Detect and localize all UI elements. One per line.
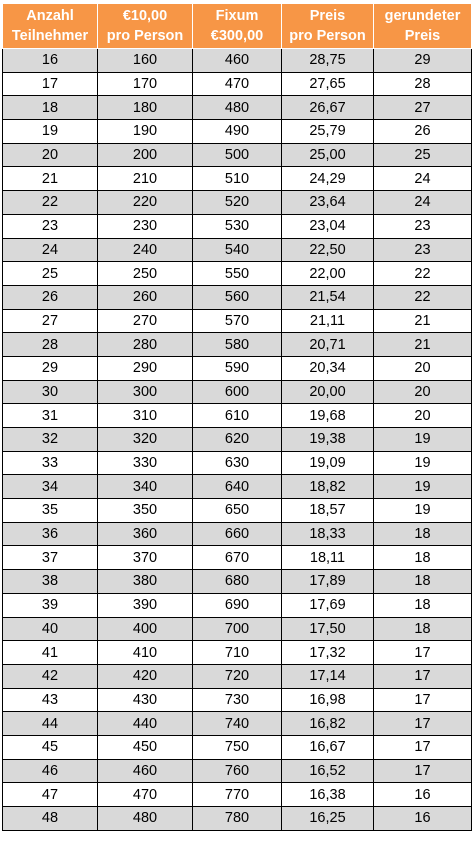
cell-fixed-fee: 460	[193, 49, 282, 73]
table-row	[3, 380, 472, 404]
cell-per-person-cost: 350	[98, 499, 193, 523]
cell-rounded-price: 18	[374, 522, 472, 546]
header-fixed-fee-line-2: €300,00	[210, 28, 264, 44]
cell-rounded-price: 16	[374, 807, 472, 831]
cell-rounded-price: 17	[374, 759, 472, 783]
table-row	[3, 214, 472, 238]
cell-fixed-fee: 520	[193, 191, 282, 215]
cell-fixed-fee: 710	[193, 641, 282, 665]
cell-price-per-person: 24,29	[282, 167, 374, 191]
header-per-person-cost	[98, 4, 193, 49]
cell-participants: 26	[3, 285, 98, 309]
cell-price-per-person: 17,14	[282, 664, 374, 688]
cell-fixed-fee: 550	[193, 262, 282, 286]
cell-participants: 32	[3, 428, 98, 452]
cell-price-per-person: 18,33	[282, 522, 374, 546]
cell-participants: 46	[3, 759, 98, 783]
cell-rounded-price: 20	[374, 404, 472, 428]
table-row	[3, 783, 472, 807]
table-row	[3, 451, 472, 475]
cell-participants: 22	[3, 191, 98, 215]
cell-price-per-person: 21,54	[282, 285, 374, 309]
cell-rounded-price: 17	[374, 641, 472, 665]
table-row	[3, 617, 472, 641]
cell-price-per-person: 19,38	[282, 428, 374, 452]
table-row	[3, 309, 472, 333]
cell-per-person-cost: 160	[98, 49, 193, 73]
cell-fixed-fee: 720	[193, 664, 282, 688]
cell-rounded-price: 20	[374, 356, 472, 380]
cell-rounded-price: 29	[374, 49, 472, 73]
table-row	[3, 285, 472, 309]
cell-per-person-cost: 260	[98, 285, 193, 309]
cell-rounded-price: 25	[374, 143, 472, 167]
cell-price-per-person: 20,34	[282, 356, 374, 380]
cell-rounded-price: 20	[374, 380, 472, 404]
cell-participants: 18	[3, 96, 98, 120]
cell-price-per-person: 16,25	[282, 807, 374, 831]
cell-participants: 30	[3, 380, 98, 404]
cell-price-per-person: 21,11	[282, 309, 374, 333]
cell-per-person-cost: 330	[98, 451, 193, 475]
table-row	[3, 404, 472, 428]
cell-price-per-person: 17,50	[282, 617, 374, 641]
cell-price-per-person: 17,89	[282, 570, 374, 594]
cell-rounded-price: 22	[374, 262, 472, 286]
table-row	[3, 167, 472, 191]
cell-rounded-price: 24	[374, 191, 472, 215]
table-row	[3, 688, 472, 712]
cell-rounded-price: 18	[374, 546, 472, 570]
table-row	[3, 428, 472, 452]
cell-fixed-fee: 500	[193, 143, 282, 167]
cell-price-per-person: 23,04	[282, 214, 374, 238]
cell-participants: 45	[3, 735, 98, 759]
cell-price-per-person: 16,67	[282, 735, 374, 759]
cell-fixed-fee: 540	[193, 238, 282, 262]
cell-per-person-cost: 220	[98, 191, 193, 215]
cell-participants: 31	[3, 404, 98, 428]
cell-participants: 28	[3, 333, 98, 357]
table-row	[3, 593, 472, 617]
cell-price-per-person: 19,68	[282, 404, 374, 428]
cell-participants: 29	[3, 356, 98, 380]
cell-participants: 33	[3, 451, 98, 475]
cell-fixed-fee: 470	[193, 72, 282, 96]
cell-fixed-fee: 530	[193, 214, 282, 238]
cell-fixed-fee: 490	[193, 120, 282, 144]
table-row	[3, 546, 472, 570]
header-price-per-person	[282, 4, 374, 49]
cell-fixed-fee: 670	[193, 546, 282, 570]
cell-per-person-cost: 460	[98, 759, 193, 783]
cell-fixed-fee: 780	[193, 807, 282, 831]
cell-price-per-person: 26,67	[282, 96, 374, 120]
cell-fixed-fee: 650	[193, 499, 282, 523]
table-row	[3, 570, 472, 594]
cell-per-person-cost: 300	[98, 380, 193, 404]
header-participants-line-2: Teilnehmer	[11, 28, 89, 44]
cell-fixed-fee: 750	[193, 735, 282, 759]
cell-fixed-fee: 680	[193, 570, 282, 594]
price-table	[2, 3, 472, 831]
header-row	[3, 4, 472, 49]
cell-per-person-cost: 280	[98, 333, 193, 357]
header-fixed-fee	[193, 4, 282, 49]
header-price-per-person-line-1: Preis	[309, 8, 346, 24]
cell-fixed-fee: 770	[193, 783, 282, 807]
cell-price-per-person: 16,52	[282, 759, 374, 783]
cell-rounded-price: 23	[374, 214, 472, 238]
cell-fixed-fee: 620	[193, 428, 282, 452]
cell-price-per-person: 22,50	[282, 238, 374, 262]
cell-participants: 34	[3, 475, 98, 499]
cell-fixed-fee: 700	[193, 617, 282, 641]
cell-per-person-cost: 380	[98, 570, 193, 594]
cell-price-per-person: 28,75	[282, 49, 374, 73]
cell-participants: 38	[3, 570, 98, 594]
cell-participants: 44	[3, 712, 98, 736]
header-fixed-fee-line-1: Fixum	[215, 8, 259, 24]
cell-fixed-fee: 480	[193, 96, 282, 120]
cell-price-per-person: 25,00	[282, 143, 374, 167]
cell-participants: 24	[3, 238, 98, 262]
cell-rounded-price: 18	[374, 617, 472, 641]
table-row	[3, 475, 472, 499]
table-body	[3, 49, 472, 831]
cell-price-per-person: 17,32	[282, 641, 374, 665]
table-row	[3, 238, 472, 262]
cell-per-person-cost: 170	[98, 72, 193, 96]
cell-price-per-person: 17,69	[282, 593, 374, 617]
table-row	[3, 191, 472, 215]
table-row	[3, 641, 472, 665]
cell-fixed-fee: 640	[193, 475, 282, 499]
table-row	[3, 807, 472, 831]
cell-per-person-cost: 370	[98, 546, 193, 570]
cell-per-person-cost: 410	[98, 641, 193, 665]
cell-price-per-person: 18,11	[282, 546, 374, 570]
cell-per-person-cost: 250	[98, 262, 193, 286]
cell-per-person-cost: 270	[98, 309, 193, 333]
cell-per-person-cost: 210	[98, 167, 193, 191]
cell-rounded-price: 19	[374, 475, 472, 499]
table-row	[3, 522, 472, 546]
table-row	[3, 120, 472, 144]
cell-fixed-fee: 580	[193, 333, 282, 357]
header-price-per-person-line-2: pro Person	[289, 28, 366, 44]
cell-price-per-person: 18,82	[282, 475, 374, 499]
cell-fixed-fee: 570	[193, 309, 282, 333]
cell-per-person-cost: 390	[98, 593, 193, 617]
table-header	[3, 4, 472, 49]
cell-fixed-fee: 690	[193, 593, 282, 617]
cell-price-per-person: 20,00	[282, 380, 374, 404]
cell-per-person-cost: 480	[98, 807, 193, 831]
cell-per-person-cost: 420	[98, 664, 193, 688]
header-per-person-cost-line-1: €10,00	[122, 8, 168, 24]
cell-rounded-price: 22	[374, 285, 472, 309]
cell-participants: 36	[3, 522, 98, 546]
header-rounded-price	[374, 4, 472, 49]
cell-price-per-person: 19,09	[282, 451, 374, 475]
cell-per-person-cost: 240	[98, 238, 193, 262]
cell-price-per-person: 27,65	[282, 72, 374, 96]
table-row	[3, 143, 472, 167]
cell-rounded-price: 18	[374, 570, 472, 594]
cell-participants: 21	[3, 167, 98, 191]
cell-participants: 17	[3, 72, 98, 96]
cell-per-person-cost: 450	[98, 735, 193, 759]
cell-participants: 19	[3, 120, 98, 144]
cell-participants: 20	[3, 143, 98, 167]
cell-participants: 23	[3, 214, 98, 238]
cell-rounded-price: 19	[374, 451, 472, 475]
header-participants	[3, 4, 98, 49]
cell-rounded-price: 24	[374, 167, 472, 191]
cell-fixed-fee: 630	[193, 451, 282, 475]
table-row	[3, 759, 472, 783]
cell-per-person-cost: 290	[98, 356, 193, 380]
cell-participants: 42	[3, 664, 98, 688]
cell-participants: 41	[3, 641, 98, 665]
cell-per-person-cost: 360	[98, 522, 193, 546]
cell-fixed-fee: 600	[193, 380, 282, 404]
table-row	[3, 333, 472, 357]
cell-rounded-price: 17	[374, 664, 472, 688]
cell-fixed-fee: 740	[193, 712, 282, 736]
cell-per-person-cost: 320	[98, 428, 193, 452]
cell-participants: 47	[3, 783, 98, 807]
cell-rounded-price: 23	[374, 238, 472, 262]
cell-per-person-cost: 200	[98, 143, 193, 167]
cell-participants: 39	[3, 593, 98, 617]
table-row	[3, 499, 472, 523]
table-row	[3, 664, 472, 688]
cell-rounded-price: 19	[374, 428, 472, 452]
header-rounded-price-line-1: gerundeter	[384, 8, 461, 24]
cell-rounded-price: 21	[374, 333, 472, 357]
table-row	[3, 712, 472, 736]
cell-participants: 35	[3, 499, 98, 523]
cell-participants: 16	[3, 49, 98, 73]
table-row	[3, 49, 472, 73]
table-row	[3, 262, 472, 286]
cell-price-per-person: 16,38	[282, 783, 374, 807]
cell-per-person-cost: 470	[98, 783, 193, 807]
cell-price-per-person: 25,79	[282, 120, 374, 144]
cell-fixed-fee: 560	[193, 285, 282, 309]
cell-per-person-cost: 230	[98, 214, 193, 238]
cell-fixed-fee: 610	[193, 404, 282, 428]
cell-rounded-price: 17	[374, 688, 472, 712]
cell-rounded-price: 17	[374, 735, 472, 759]
cell-price-per-person: 23,64	[282, 191, 374, 215]
cell-fixed-fee: 590	[193, 356, 282, 380]
cell-rounded-price: 19	[374, 499, 472, 523]
cell-price-per-person: 18,57	[282, 499, 374, 523]
table-row	[3, 96, 472, 120]
cell-rounded-price: 21	[374, 309, 472, 333]
cell-participants: 43	[3, 688, 98, 712]
cell-price-per-person: 16,82	[282, 712, 374, 736]
cell-per-person-cost: 340	[98, 475, 193, 499]
cell-per-person-cost: 180	[98, 96, 193, 120]
cell-per-person-cost: 440	[98, 712, 193, 736]
cell-per-person-cost: 190	[98, 120, 193, 144]
cell-participants: 40	[3, 617, 98, 641]
cell-participants: 27	[3, 309, 98, 333]
cell-rounded-price: 17	[374, 712, 472, 736]
table-row	[3, 735, 472, 759]
cell-rounded-price: 28	[374, 72, 472, 96]
cell-fixed-fee: 730	[193, 688, 282, 712]
cell-rounded-price: 18	[374, 593, 472, 617]
cell-participants: 37	[3, 546, 98, 570]
header-per-person-cost-line-2: pro Person	[106, 28, 184, 44]
table-row	[3, 72, 472, 96]
cell-per-person-cost: 400	[98, 617, 193, 641]
cell-fixed-fee: 510	[193, 167, 282, 191]
cell-price-per-person: 22,00	[282, 262, 374, 286]
table-row	[3, 356, 472, 380]
cell-participants: 25	[3, 262, 98, 286]
cell-rounded-price: 16	[374, 783, 472, 807]
cell-price-per-person: 16,98	[282, 688, 374, 712]
header-rounded-price-line-2: Preis	[404, 28, 441, 44]
cell-per-person-cost: 430	[98, 688, 193, 712]
cell-rounded-price: 27	[374, 96, 472, 120]
cell-participants: 48	[3, 807, 98, 831]
cell-fixed-fee: 760	[193, 759, 282, 783]
cell-rounded-price: 26	[374, 120, 472, 144]
cell-per-person-cost: 310	[98, 404, 193, 428]
cell-price-per-person: 20,71	[282, 333, 374, 357]
cell-fixed-fee: 660	[193, 522, 282, 546]
header-participants-line-1: Anzahl	[26, 8, 74, 24]
